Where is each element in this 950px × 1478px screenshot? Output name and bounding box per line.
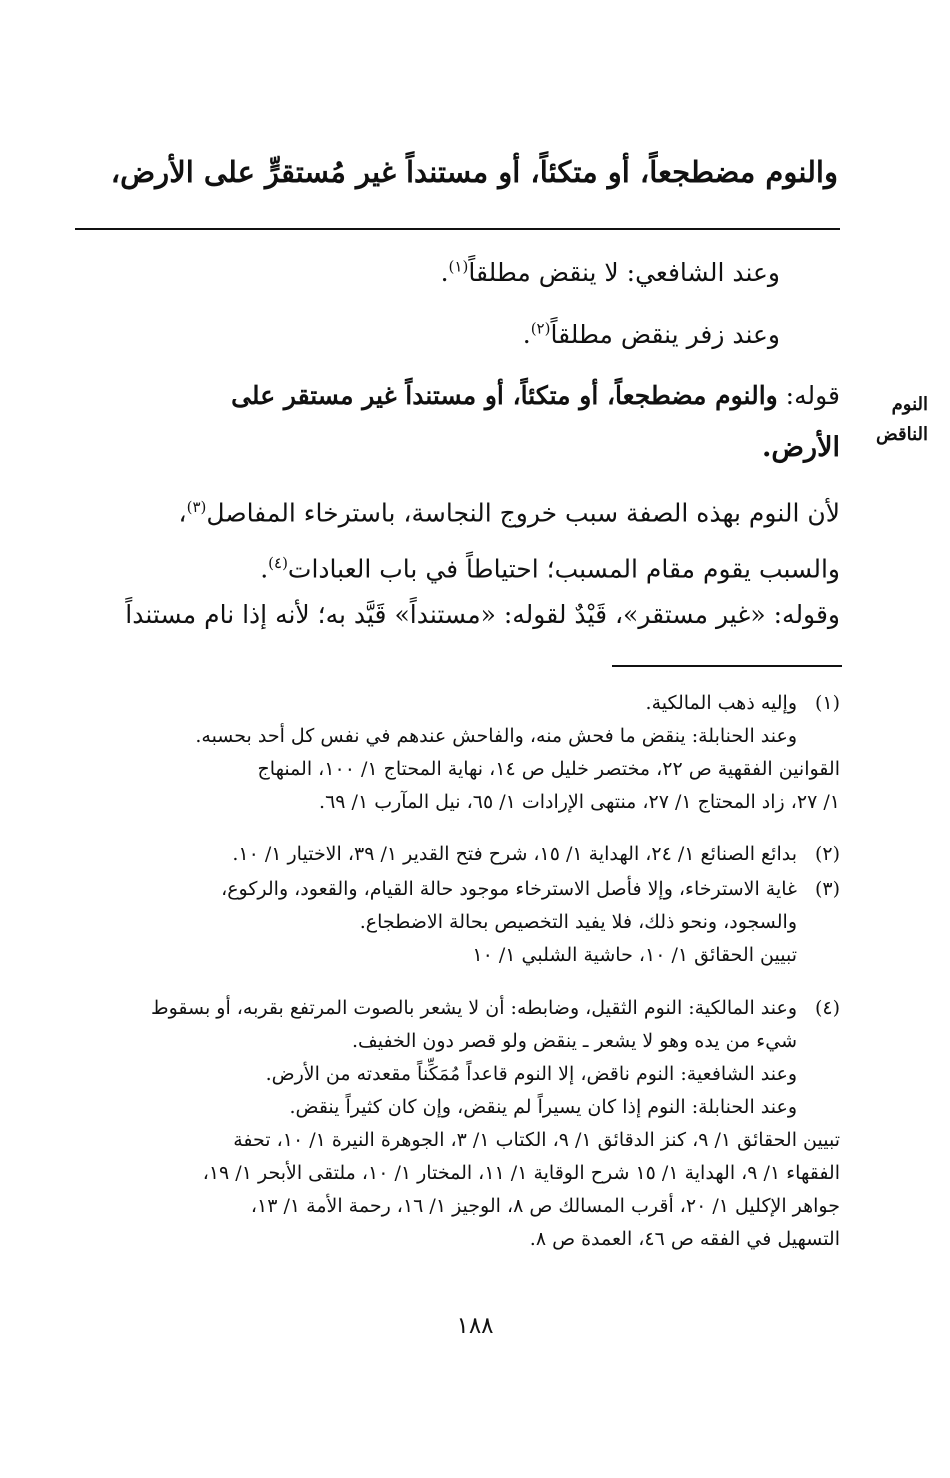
footnote-ref-1: (١)	[448, 258, 469, 276]
paragraph-quote	[70, 370, 840, 474]
reason-line-1-end: ،	[178, 498, 187, 528]
paragraph-text	[441, 258, 780, 287]
footnote-line: وعند الحنابلة: ينقض ما فحش منه، والفاحش عندهم في نفس كل أحد بحسبه.	[195, 725, 797, 747]
paragraph-reason	[70, 482, 840, 595]
footnote-number: (١)	[814, 692, 840, 714]
margin-note-line-2: الناقض	[875, 424, 928, 445]
footnote-number: (٤)	[814, 997, 840, 1019]
footnote-line: وعند المالكية: النوم الثقيل، وضابطه: أن لا يشعر بالصوت المرتفع بقربه، أو بسقوط	[151, 997, 797, 1019]
footnote-text	[75, 873, 797, 972]
footnote-line: جواهر الإكليل ١/ ٢٠، أقرب المسالك ص ٨، الوجيز ١/ ١٦، رحمة الأمة ١/ ١٣،	[250, 1195, 840, 1217]
footnote-line: ١/ ٢٧، زاد المحتاج ١/ ٢٧، منتهى الإرادات ١/ ٦٥، نيل المآرب ١/ ٦٩.	[319, 791, 840, 813]
footnote-line: شيء من يده وهو لا يشعر ـ ينقض ولو قصر دون الخفيف.	[352, 1030, 797, 1052]
margin-note-line-1: النوم	[891, 394, 928, 415]
footnote-text	[75, 687, 840, 819]
page-number: ١٨٨	[456, 1313, 494, 1339]
footnote-number: (٣)	[814, 878, 840, 900]
footnote-text	[75, 992, 840, 1256]
footnote-3	[75, 873, 840, 972]
footnote-line: وعند الحنابلة: النوم إذا كان يسيراً لم ينقض، وإن كان كثيراً ينقض.	[289, 1096, 797, 1118]
reason-line-1-text: لأن النوم بهذه الصفة سبب خروج النجاسة، باسترخاء المفاصل	[206, 498, 840, 528]
footnote-2	[75, 838, 840, 871]
reason-line-2-end: .	[260, 554, 269, 584]
footnote-line: الفقهاء ١/ ٩، الهداية ١/ ١٥ شرح الوقاية ١/ ١١، المختار ١/ ١٠، ملتقى الأبحر ١/ ١٩،	[202, 1162, 840, 1184]
footnote-line: غاية الاسترخاء، وإلا فأصل الاسترخاء موجود حالة القيام، والقعود، والركوع،	[221, 878, 797, 900]
footnote-line: والسجود، ونحو ذلك، فلا يفيد التخصيص بحالة الاضطجاع.	[359, 911, 797, 933]
paragraph-text	[523, 320, 780, 349]
footnote-line: وعند الشافعية: النوم ناقض، إلا النوم قاعداً مُمَكِّناً مقعدته من الأرض.	[265, 1063, 797, 1085]
paragraph-shafii	[10, 247, 780, 293]
header-divider	[75, 228, 840, 230]
header-text: والنوم مضطجعاً، أو متكئاً، أو مستنداً غير مُستقرٍّ على الأرض،	[110, 155, 838, 189]
p2-text: وعند زفر ينقض مطلقاً	[550, 320, 780, 350]
quote-line-1	[70, 370, 840, 422]
running-header	[98, 150, 838, 194]
footnote-line: تبيين الحقائق ١/ ١٠، حاشية الشلبي ١/ ١٠	[472, 944, 797, 966]
quote-line-2: الأرض.	[762, 432, 840, 463]
footnote-ref-2: (٢)	[530, 320, 551, 338]
p1-text: وعند الشافعي: لا ينقض مطلقاً	[468, 258, 780, 288]
margin-note	[866, 390, 928, 450]
footnote-1	[75, 687, 840, 819]
quote-lead: قوله:	[777, 381, 840, 410]
reason-line-2	[70, 538, 840, 594]
footnote-ref-3: (٣)	[186, 498, 207, 516]
quote-bold-text: والنوم مضطجعاً، أو متكئاً، أو مستنداً غير مستقر على	[231, 381, 778, 410]
paragraph-zufar	[10, 309, 780, 355]
p1-end: .	[440, 258, 449, 288]
footnote-line: بدائع الصنائع ١/ ٢٤، الهداية ١/ ١٥، شرح فتح القدير ١/ ٣٩، الاختيار ١/ ١٠.	[232, 843, 797, 865]
footnote-line: وإليه ذهب المالكية.	[645, 692, 797, 714]
reason-line-2-text: والسبب يقوم مقام المسبب؛ احتياطاً في باب العبادات	[287, 554, 840, 584]
footnote-number: (٢)	[814, 843, 840, 865]
footnote-4	[75, 992, 840, 1256]
footnote-ref-4: (٤)	[268, 554, 288, 573]
footnote-line: تبيين الحقائق ١/ ٩، كنز الدقائق ١/ ٩، الكتاب ١/ ٣، الجوهرة النيرة ١/ ١٠، تحفة	[233, 1129, 840, 1151]
reason-line-1	[70, 482, 840, 538]
footnote-text	[75, 838, 797, 871]
continuation-line: وقوله: «غير مستقر»، قَيْدٌ لقوله: «مستنداً» قَيَّد به؛ لأنه إذا نام مستنداً	[125, 600, 840, 629]
footnote-line: القوانين الفقهية ص ٢٢، مختصر خليل ص ١٤، نهاية المحتاج ١/ ١٠٠، المنهاج	[257, 758, 840, 780]
footnote-divider	[612, 665, 842, 667]
p2-end: .	[522, 320, 531, 350]
paragraph-continuation	[70, 592, 840, 638]
footnote-line: التسهيل في الفقه ص ٤٦، العمدة ص ٨.	[529, 1228, 840, 1250]
